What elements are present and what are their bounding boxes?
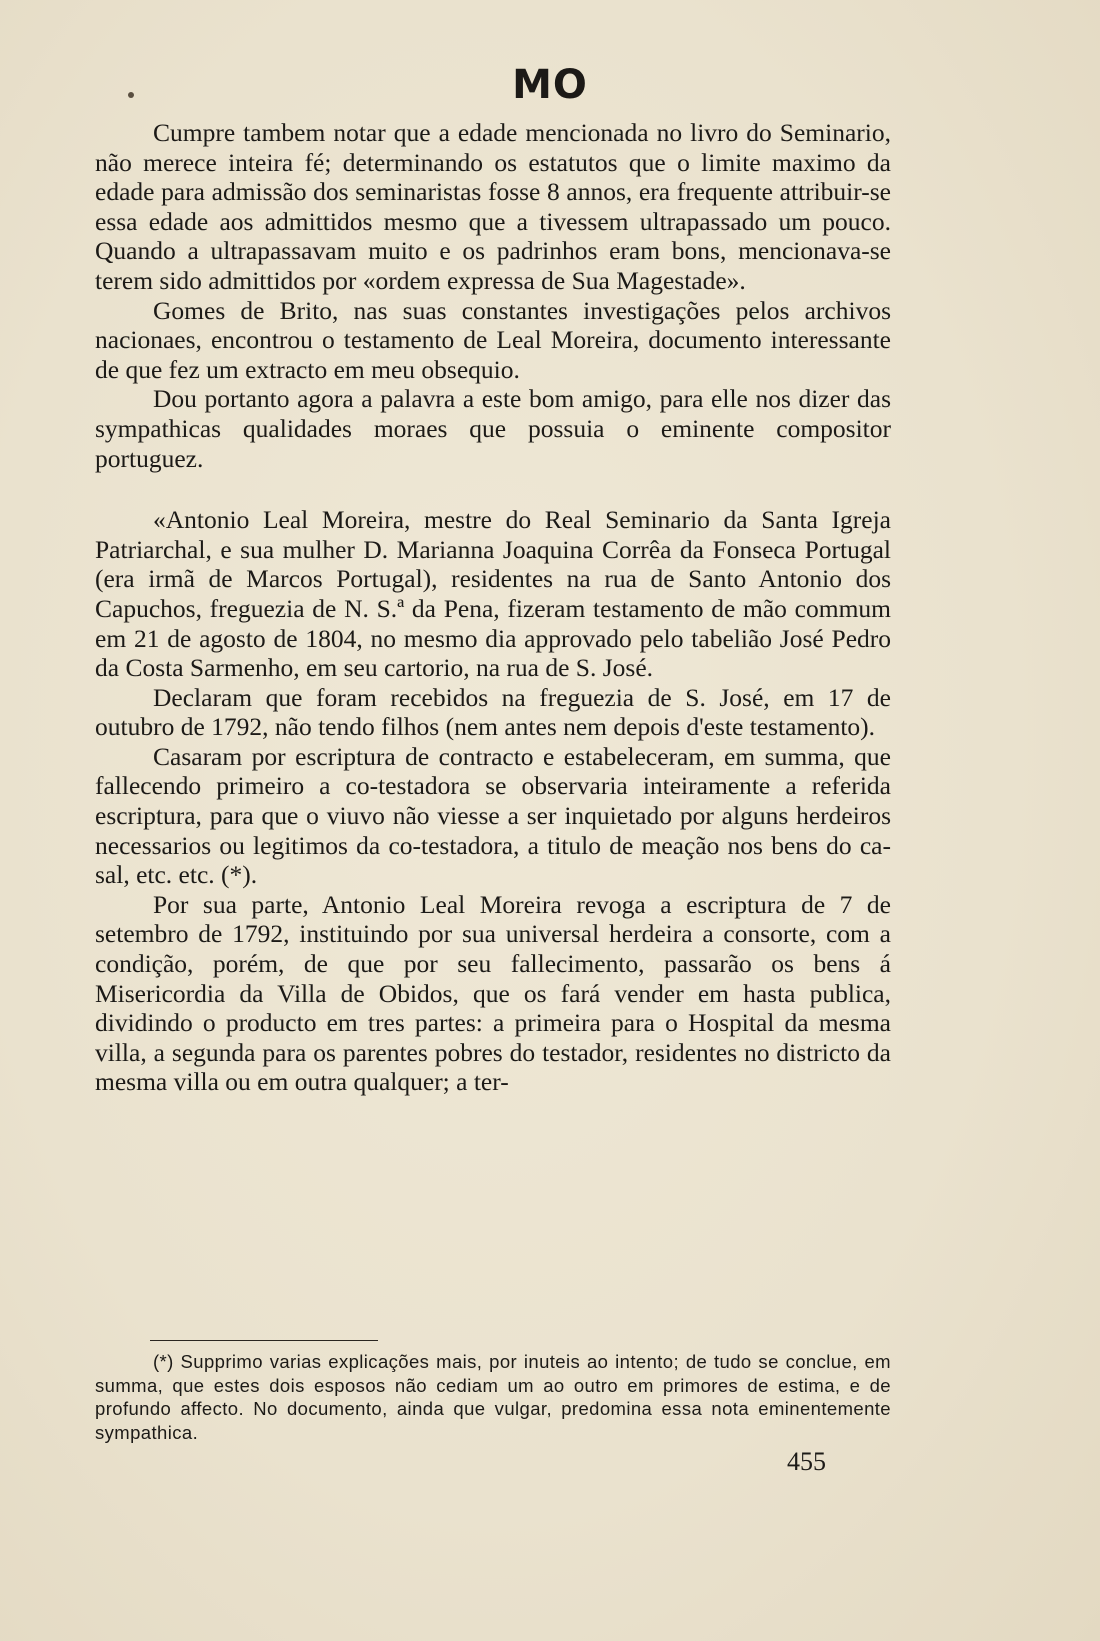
paragraph-testamento: «Antonio Leal Moreira, mestre do Real Seminario da Santa Igreja Patriarchal, e sua mulher D. Marianna Joaquina Corrêa da Fonseca Portugal (era irmã de Marcos Portugal), residentes na rua de Santo Antonio dos Capuchos, freguezia de N. S.ª da Pena, fizeram testamento de mão commum em 21 de agosto de 1804, no mesmo dia approvado pelo tabelião José Pedro da Costa Sarmenho, em seu cartorio, na rua de S. José. bbox=[95, 505, 891, 683]
paragraph-declaram: Declaram que foram recebidos na freguezia de S. José, em 17 de outubro de 1792, não tendo filhos (nem antes nem depois d'este testamento). bbox=[95, 682, 891, 742]
footnote bbox=[95, 1350, 891, 1444]
paragraph-por-sua-parte: Por sua parte, Antonio Leal Moreira revoga a escriptura de 7 de setembro de 1792, instituindo por sua universal herdeira a consorte, com a condição, porém, de que por seu fallecimento, passarão os bens á Misericordia da Villa de Obidos, que os fará vender em hasta publica, dividindo o producto em tres partes: a primeira para o Hospital da mesma villa, a segunda para os parentes pobres do testador, residentes no districto da mesma villa ou em outra qualquer; a ter- bbox=[95, 889, 891, 1097]
footnote-rule bbox=[150, 1340, 378, 1341]
main-text bbox=[95, 118, 891, 1097]
paragraph-palavra: Dou portanto agora a palavra a este bom amigo, para elle nos dizer das sympathicas qualidades moraes que possuia o eminente compositor portuguez. bbox=[95, 384, 891, 473]
paragraph-casaram: Casaram por escriptura de contracto e estabeleceram, em summa, que fallecendo primeiro a co-testadora se observaria inteiramente a referida escriptura, para que o viuvo não viesse a ser inquietado por alguns herdeiros necessarios ou legitimos da co-testadora, a titulo de meação nos bens do casal, etc. etc. (*). bbox=[95, 741, 891, 890]
running-header: MO bbox=[512, 62, 588, 108]
paragraph-gomes-de-brito: Gomes de Brito, nas suas constantes investigações pelos archivos nacionaes, encontrou o testamento de Leal Moreira, documento interessante de que fez um extracto em meu obsequio. bbox=[95, 295, 891, 384]
section-gap bbox=[95, 473, 891, 505]
footnote-text: (*) Supprimo varias explicações mais, por inuteis ao intento; de tudo se conclue, em summa, que estes dois esposos não cediam um ao outro em primores de estima, e de profundo affecto. No documento, ainda que vulgar, predomina essa nota eminentemente sympathica. bbox=[95, 1351, 891, 1443]
page-number: 455 bbox=[787, 1447, 826, 1476]
paragraph-edade: Cumpre tambem notar que a edade mencionada no livro do Seminario, não merece inteira fé; determinando os estatutos que o limite maximo da edade para admissão dos seminaristas fosse 8 annos, era frequente attribuir-se essa edade aos admittidos mesmo que a tivessem ultrapassado um pouco. Quando a ultrapassavam muito e os padrinhos eram bons, mencionava-se terem sido admittidos por «ordem expressa de Sua Magestade». bbox=[95, 118, 891, 295]
